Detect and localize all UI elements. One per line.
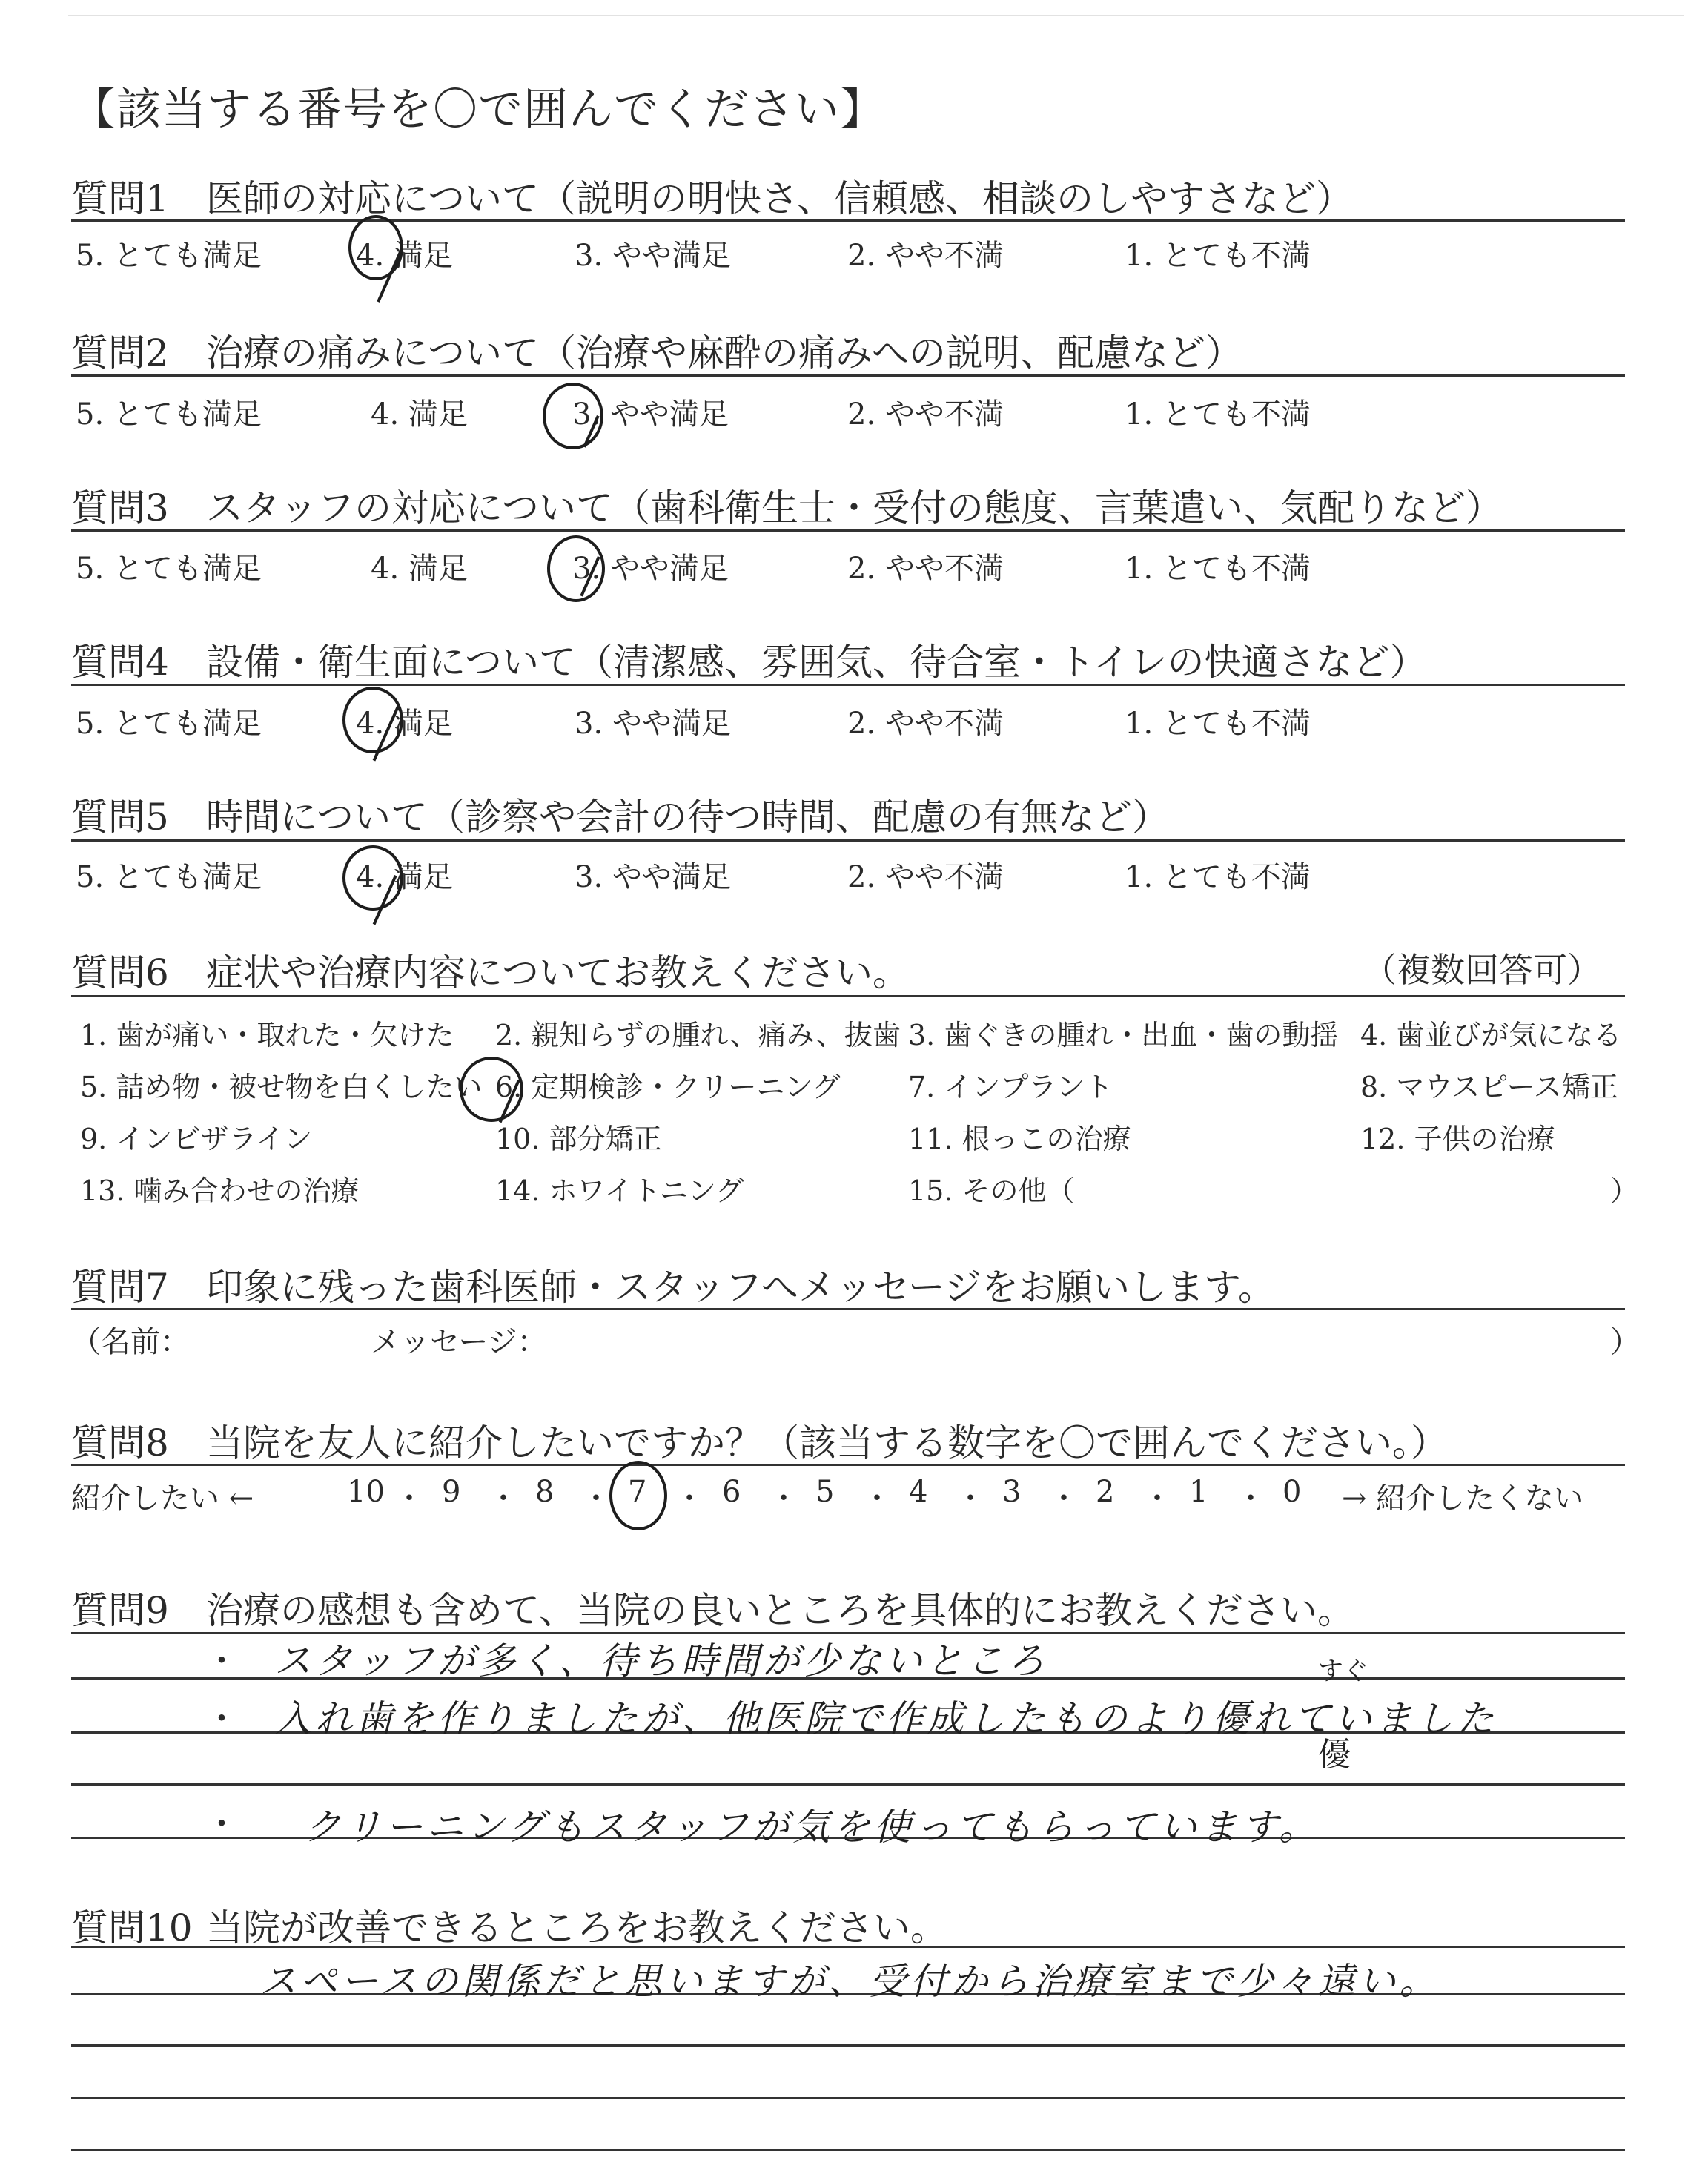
question-number: 質問1 [71, 177, 169, 220]
question-10 [71, 1898, 947, 1952]
question-2 [71, 323, 1242, 377]
q2-option-1[interactable]: 1. とても不満 [1125, 397, 1311, 432]
scale-value-1[interactable]: 1 [1189, 1475, 1208, 1509]
name-label: （名前： [71, 1325, 190, 1359]
question-rule [71, 219, 1625, 222]
q2-option-2[interactable]: 2. やや不満 [847, 397, 1004, 432]
q6-option-6[interactable]: 6. 定期検診・クリーニング [495, 1071, 841, 1103]
scale-value-3[interactable]: 3 [1002, 1475, 1022, 1509]
question-number: 質問7 [71, 1266, 169, 1309]
question-text: 治療の痛みについて（治療や麻酔の痛みへの説明、配慮など） [206, 331, 1242, 374]
question-text: 当院を友人に紹介したいですか？（該当する数字を〇で囲んでください。） [206, 1421, 1448, 1464]
scale-separator-dot: ・ [862, 1482, 892, 1516]
scale-separator-dot: ・ [1049, 1482, 1079, 1516]
question-text: 時間について（診察や会計の待つ時間、配慮の有無など） [206, 796, 1169, 839]
question-rule [71, 1946, 1625, 1948]
answer-circle-mark [609, 1461, 667, 1530]
q1-option-3[interactable]: 3. やや満足 [575, 239, 731, 273]
scale-value-10[interactable]: 10 [347, 1475, 385, 1509]
instruction-heading: 【該当する番号を〇で囲んでください】 [71, 84, 885, 136]
question-number: 質問9 [71, 1589, 169, 1632]
q1-option-1[interactable]: 1. とても不満 [1125, 239, 1311, 273]
question-number: 質問8 [71, 1421, 169, 1464]
question-number: 質問6 [71, 951, 169, 994]
q4-option-1[interactable]: 1. とても不満 [1125, 707, 1311, 741]
message-close-paren: ） [1610, 1325, 1640, 1359]
q3-option-2[interactable]: 2. やや不満 [847, 552, 1004, 586]
q6-option-14[interactable]: 14. ホワイトニング [495, 1175, 744, 1207]
q4-option-4[interactable]: 4. 満足 [356, 707, 453, 741]
question-text: 設備・衛生面について（清潔感、雰囲気、待合室・トイレの快適さなど） [206, 641, 1427, 684]
question-6 [71, 943, 910, 997]
handwritten-answer-3: クリーニングもスタッフが気を使ってもらっています。 [304, 1806, 1320, 1849]
q1-option-2[interactable]: 2. やや不満 [847, 239, 1004, 273]
question-9 [71, 1581, 1354, 1634]
scale-separator-dot: ・ [1142, 1482, 1172, 1516]
question-text: 治療の感想も含めて、当院の良いところを具体的にお教えください。 [206, 1589, 1354, 1632]
scale-value-7[interactable]: 7 [628, 1475, 647, 1509]
q3-option-1[interactable]: 1. とても不満 [1125, 552, 1311, 586]
question-number: 質問3 [71, 486, 169, 529]
answer-line [71, 2149, 1625, 2151]
scale-separator-dot: ・ [581, 1482, 611, 1516]
q6-option-7[interactable]: 7. インプラント [908, 1071, 1113, 1103]
q6-option-2[interactable]: 2. 親知らずの腫れ、痛み、抜歯 [495, 1019, 901, 1051]
scale-separator-dot: ・ [769, 1482, 798, 1516]
question-5 [71, 787, 1169, 841]
scale-separator-dot: ・ [394, 1482, 424, 1516]
bullet-dot: ・ [205, 1804, 239, 1844]
q6-option-11[interactable]: 11. 根っこの治療 [908, 1123, 1131, 1155]
scale-value-0[interactable]: 0 [1282, 1475, 1302, 1509]
question-text: 印象に残った歯科医師・スタッフへメッセージをお願いします。 [206, 1266, 1275, 1309]
other-close-paren: ） [1610, 1175, 1639, 1207]
question-number: 質問10 [71, 1906, 193, 1949]
question-text: スタッフの対応について（歯科衛生士・受付の態度、言葉遣い、気配りなど） [206, 486, 1503, 529]
bullet-dot: ・ [205, 1641, 239, 1681]
handwritten-answer-1: スタッフが多く、待ち時間が少ないところ [274, 1639, 1048, 1682]
scale-separator-dot: ・ [675, 1482, 704, 1516]
question-text: 症状や治療内容についてお教えください。 [206, 951, 910, 994]
answer-line [71, 1783, 1625, 1786]
handwritten-ruby-above: すぐ [1318, 1657, 1368, 1686]
handwritten-improvement: スペースの関係だと思いますが、受付から治療室まで少々遠い。 [259, 1960, 1440, 2003]
q5-option-1[interactable]: 1. とても不満 [1125, 860, 1311, 894]
scale-value-8[interactable]: 8 [535, 1475, 555, 1509]
answer-line [71, 2044, 1625, 2047]
q4-option-3[interactable]: 3. やや満足 [575, 707, 731, 741]
q5-option-5[interactable]: 5. とても満足 [76, 860, 262, 894]
answer-circle-mark [342, 687, 403, 753]
q2-option-3[interactable]: 3. やや満足 [572, 397, 729, 432]
scale-separator-dot: ・ [956, 1482, 985, 1516]
recommend-left-label: 紹介したい ← [71, 1482, 254, 1516]
message-label: メッセージ： [371, 1325, 547, 1359]
scale-value-6[interactable]: 6 [722, 1475, 741, 1509]
q6-option-1[interactable]: 1. 歯が痛い・取れた・欠けた [80, 1019, 454, 1051]
question-text: 当院が改善できるところをお教えください。 [206, 1906, 947, 1949]
question-rule [71, 684, 1625, 686]
question-text: 医師の対応について（説明の明快さ、信頼感、相談のしやすさなど） [206, 177, 1353, 220]
question-rule [71, 839, 1625, 842]
question-rule [71, 1308, 1625, 1310]
question-rule [71, 1464, 1625, 1466]
question-8 [71, 1413, 1448, 1467]
question-3 [71, 478, 1503, 532]
scale-value-5[interactable]: 5 [815, 1475, 835, 1509]
scale-separator-dot: ・ [1236, 1482, 1265, 1516]
q6-option-8[interactable]: 8. マウスピース矯正 [1360, 1071, 1618, 1103]
q4-option-2[interactable]: 2. やや不満 [847, 707, 1004, 741]
question-number: 質問4 [71, 641, 169, 684]
q6-option-4[interactable]: 4. 歯並びが気になる [1360, 1019, 1622, 1051]
q4-option-5[interactable]: 5. とても満足 [76, 707, 262, 741]
q6-option-10[interactable]: 10. 部分矯正 [495, 1123, 662, 1155]
q3-option-5[interactable]: 5. とても満足 [76, 552, 262, 586]
answer-line [71, 2097, 1625, 2099]
question-7 [71, 1258, 1275, 1311]
answer-circle-mark [543, 383, 603, 449]
question-number: 質問5 [71, 796, 169, 839]
scale-value-4[interactable]: 4 [909, 1475, 928, 1509]
multiple-answer-note: （複数回答可） [1363, 950, 1601, 990]
scale-value-9[interactable]: 9 [442, 1475, 461, 1509]
q2-option-4[interactable]: 4. 満足 [371, 397, 468, 432]
scale-value-2[interactable]: 2 [1096, 1475, 1115, 1509]
q3-option-4[interactable]: 4. 満足 [371, 552, 468, 586]
q5-option-3[interactable]: 3. やや満足 [575, 860, 731, 894]
q6-option-5[interactable]: 5. 詰め物・被せ物を白くしたい [80, 1071, 483, 1103]
question-number: 質問2 [71, 331, 169, 374]
q6-option-15[interactable]: 15. その他（ [908, 1175, 1075, 1207]
question-rule [71, 529, 1625, 532]
q1-option-5[interactable]: 5. とても満足 [76, 239, 262, 273]
q6-option-13[interactable]: 13. 噛み合わせの治療 [80, 1175, 360, 1207]
answer-circle-mark [348, 215, 403, 280]
question-4 [71, 633, 1427, 686]
question-1 [71, 169, 1353, 222]
q3-option-3[interactable]: 3. やや満足 [572, 552, 729, 586]
question-rule [71, 995, 1625, 997]
q6-option-3[interactable]: 3. 歯ぐきの腫れ・出血・歯の動揺 [908, 1019, 1339, 1051]
answer-circle-mark [547, 535, 605, 602]
q6-option-9[interactable]: 9. インビザライン [80, 1123, 313, 1155]
q5-option-2[interactable]: 2. やや不満 [847, 860, 1004, 894]
q5-option-4[interactable]: 4. 満足 [356, 860, 453, 894]
recommend-right-label: → 紹介したくない [1342, 1482, 1584, 1516]
q2-option-5[interactable]: 5. とても満足 [76, 397, 262, 432]
scan-edge [68, 15, 1684, 16]
bullet-dot: ・ [205, 1699, 239, 1739]
q1-option-4[interactable]: 4. 満足 [356, 239, 453, 273]
question-rule [71, 374, 1625, 377]
scale-separator-dot: ・ [489, 1482, 518, 1516]
q6-option-12[interactable]: 12. 子供の治療 [1360, 1123, 1555, 1155]
handwritten-ruby-below: 優 [1318, 1736, 1351, 1774]
handwritten-answer-2: 入れ歯を作りましたが、他医院で作成したものより優れていました [274, 1697, 1497, 1740]
